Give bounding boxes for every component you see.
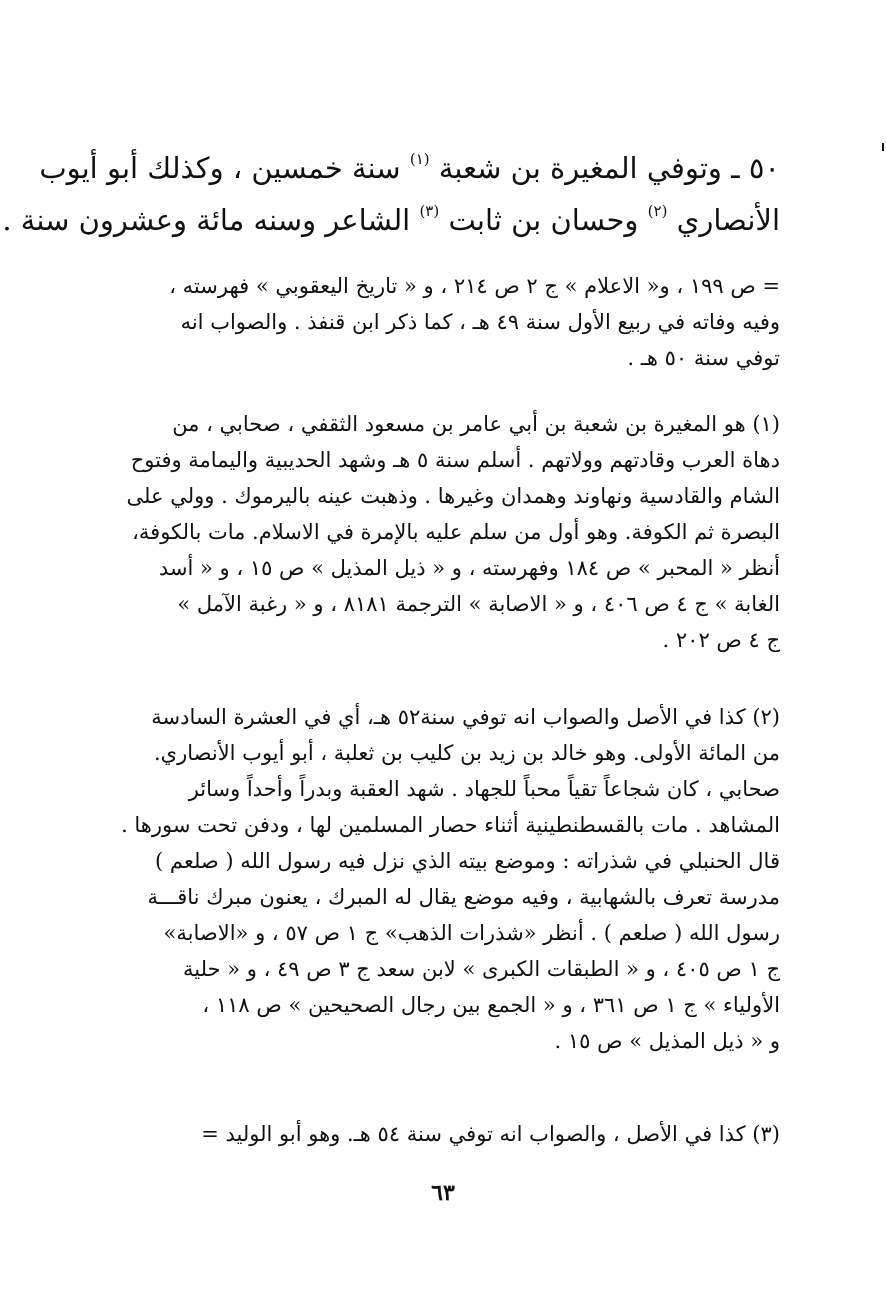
footnote-line: ج ١ ص ٤٠٥ ، و « الطبقات الكبرى » لابن سعد ج ٣ ص ٤٩ ، و « حلية xyxy=(183,957,780,981)
main-text-segment: الأنصاري xyxy=(676,203,780,237)
footnote-2 xyxy=(100,699,780,1059)
footnote-line: البصرة ثم الكوفة. وهو أول من سلم عليه بالإمرة في الاسلام. مات بالكوفة، xyxy=(132,520,780,544)
footnote-line: (٣) كذا في الأصل ، والصواب انه توفي سنة ٥٤ هـ. وهو أبو الوليد = xyxy=(201,1122,780,1146)
footnote-ref-2[interactable]: (٢) xyxy=(647,202,668,220)
footnote-line: (١) هو المغيرة بن شعبة بن أبي عامر بن مسعود الثقفي ، صحابي ، من xyxy=(172,412,780,436)
footnote-line: قال الحنبلي في شذراته : وموضع بيته الذي نزل فيه رسول الله ( صلعم ) xyxy=(155,849,780,873)
footnote-line: و « ذيل المذيل » ص ١٥ . xyxy=(554,1029,780,1053)
footnote-3 xyxy=(100,1116,780,1152)
footnote-1 xyxy=(100,406,780,658)
footnote-ref-1[interactable]: (١) xyxy=(409,150,430,168)
footnote-line: الأولياء » ج ١ ص ٣٦١ ، و « الجمع بين رجال الصحيحين » ص ١١٨ ، xyxy=(202,993,780,1017)
main-text-segment: ٥٠ ـ وتوفي المغيرة بن شعبة xyxy=(438,151,780,185)
footnote-line: من المائة الأولى. وهو خالد بن زيد بن كليب بن ثعلبة ، أبو أيوب الأنصاري. xyxy=(153,741,780,765)
main-line-2 xyxy=(2,194,780,246)
footnote-continuation xyxy=(100,268,780,376)
footnote-line: = ص ١٩٩ ، و« الاعلام » ج ٢ ص ٢١٤ ، و « تاريخ اليعقوبي » فهرسته ، xyxy=(169,274,780,298)
footnote-line: توفي سنة ٥٠ هـ . xyxy=(627,346,780,370)
footnote-ref-3[interactable]: (٣) xyxy=(419,202,440,220)
main-text-segment: وحسان بن ثابت xyxy=(448,203,639,237)
margin-mark xyxy=(882,143,884,151)
footnote-line: رسول الله ( صلعم ) . أنظر «شذرات الذهب» ج ١ ص ٥٧ ، و «الاصابة» xyxy=(163,921,780,945)
footnote-line: ج ٤ ص ٢٠٢ . xyxy=(662,628,780,652)
main-line-1 xyxy=(39,142,780,194)
footnote-line: صحابي ، كان شجاعاً تقياً محباً للجهاد . شهد العقبة وبدراً وأحداً وسائر xyxy=(188,777,780,801)
footnote-line: الغابة » ج ٤ ص ٤٠٦ ، و « الاصابة » الترجمة ٨١٨١ ، و « رغبة الآمل » xyxy=(177,592,780,616)
main-text-segment: سنة خمسين ، وكذلك أبو أيوب xyxy=(39,151,401,185)
footnote-line: (٢) كذا في الأصل والصواب انه توفي سنة٥٢ هـ، أي في العشرة السادسة xyxy=(151,705,780,729)
footnote-line: دهاة العرب وقادتهم وولاتهم . أسلم سنة ٥ هـ وشهد الحديبية واليمامة وفتوح xyxy=(130,448,780,472)
footnote-line: مدرسة تعرف بالشهابية ، وفيه موضع يقال له المبرك ، يعنون مبرك ناقـــة xyxy=(147,885,780,909)
footnote-line: وفيه وفاته في ربيع الأول سنة ٤٩ هـ ، كما ذكر ابن قنفذ . والصواب انه xyxy=(180,310,780,334)
main-text-segment: الشاعر وسنه مائة وعشرون سنة . xyxy=(2,203,411,237)
page-number: ٦٣ xyxy=(431,1180,455,1206)
footnote-line: المشاهد . مات بالقسطنطينية أثناء حصار المسلمين لها ، ودفن تحت سورها . xyxy=(121,813,780,837)
main-paragraph xyxy=(2,142,780,246)
footnote-line: أنظر « المحبر » ص ١٨٤ وفهرسته ، و « ذيل المذيل » ص ١٥ ، و « أسد xyxy=(158,556,780,580)
footnote-line: الشام والقادسية ونهاوند وهمدان وغيرها . وذهبت عينه باليرموك . وولي على xyxy=(126,484,780,508)
